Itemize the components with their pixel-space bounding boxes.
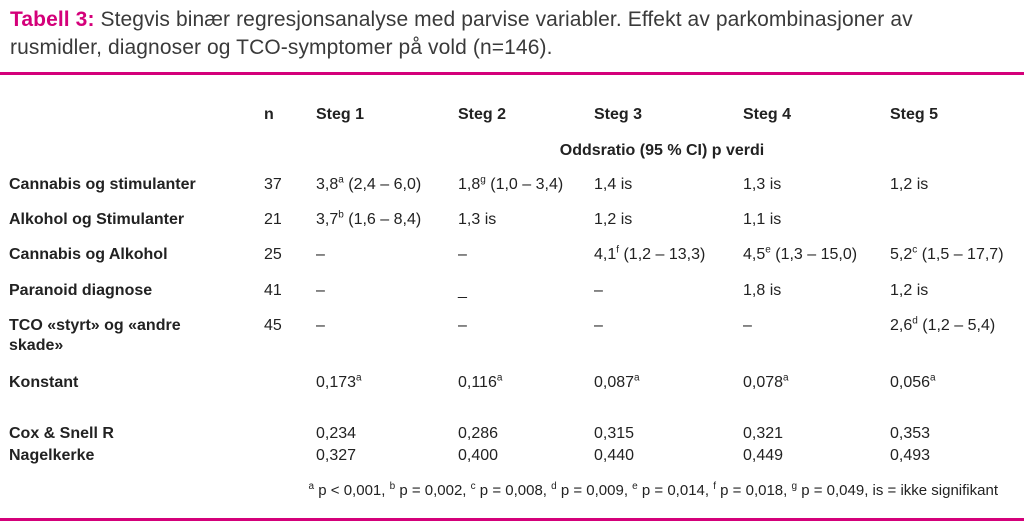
cell-confidence-interval: (1,3 – 15,0) <box>770 246 858 263</box>
cell-value: 1,2 is <box>890 176 929 193</box>
row-n: 21 <box>264 211 282 228</box>
table-cell <box>743 210 781 230</box>
cell-confidence-interval: (1,2 – 13,3) <box>619 246 706 263</box>
cell-superscript: a <box>634 372 640 384</box>
cell-value: _ <box>458 282 467 299</box>
table-cell <box>316 175 421 195</box>
table-cell <box>316 281 325 301</box>
row-label: Konstant <box>9 374 79 391</box>
footnote-marker: e <box>632 481 638 492</box>
footnote-text: p < 0,001, <box>314 482 390 499</box>
table-cell <box>890 281 928 301</box>
row-n: 37 <box>264 176 282 193</box>
footnote-marker: g <box>791 481 798 492</box>
fit-value: 0,315 <box>594 425 635 442</box>
row-label: Alkohol og Stimulanter <box>9 211 185 228</box>
cell-value: 1,3 is <box>458 211 497 228</box>
header-steg-4: Steg 4 <box>743 106 792 123</box>
table-cell <box>458 175 563 195</box>
footnote-marker: c <box>470 481 476 492</box>
table-cell <box>458 210 496 230</box>
fit-value: 0,234 <box>316 425 357 442</box>
table-cell <box>743 281 781 301</box>
caption-label: Tabell 3: <box>10 8 95 31</box>
footnote-marker: d <box>551 481 557 492</box>
cell-superscript: d <box>912 315 918 327</box>
header-n: n <box>264 106 274 123</box>
fit-value: 0,353 <box>890 425 931 442</box>
table-cell <box>594 373 640 393</box>
cell-value: 4,5 <box>743 246 766 263</box>
table-cell <box>458 316 467 336</box>
header-steg-2: Steg 2 <box>458 106 507 123</box>
cell-confidence-interval: (1,0 – 3,4) <box>485 176 564 193</box>
top-divider <box>0 72 1024 75</box>
cell-value: – <box>316 282 325 299</box>
cell-superscript: a <box>930 372 936 384</box>
cell-value: – <box>316 317 325 334</box>
footnote-marker: f <box>713 481 716 492</box>
fit-value: 0,400 <box>458 447 499 464</box>
fit-value: 0,327 <box>316 447 357 464</box>
fit-value: 0,449 <box>743 447 784 464</box>
table-cell <box>890 175 928 195</box>
row-n: 45 <box>264 317 282 334</box>
cell-value: 4,1 <box>594 246 617 263</box>
cell-value: – <box>594 282 603 299</box>
cell-value: – <box>316 246 325 263</box>
table-cell <box>458 373 502 393</box>
table-cell <box>890 316 995 336</box>
cell-superscript: c <box>912 244 918 256</box>
cell-value: 1,2 is <box>890 282 929 299</box>
fit-value: 0,493 <box>890 447 931 464</box>
fit-value: 0,321 <box>743 425 784 442</box>
cell-value: 1,4 is <box>594 176 633 193</box>
header-steg-1: Steg 1 <box>316 106 365 123</box>
cell-superscript: g <box>480 174 486 186</box>
oddsratio-subheader: Oddsratio (95 % CI) p verdi <box>559 142 765 159</box>
row-n: 41 <box>264 282 282 299</box>
table-cell <box>594 316 603 336</box>
cell-value: 1,8 <box>458 176 481 193</box>
cell-value: 1,8 is <box>743 282 782 299</box>
fit-label: Nagelkerke <box>9 447 95 464</box>
table-cell <box>743 245 857 265</box>
cell-value: – <box>594 317 603 334</box>
header-steg-3: Steg 3 <box>594 106 643 123</box>
table-cell <box>316 245 325 265</box>
row-label: Paranoid diagnose <box>9 282 153 299</box>
table-cell <box>316 373 362 393</box>
fit-value: 0,440 <box>594 447 635 464</box>
table-cell <box>594 210 632 230</box>
table-cell <box>890 245 1004 265</box>
table-cell <box>458 281 467 301</box>
cell-value: 0,173 <box>316 374 357 391</box>
cell-value: 3,7 <box>316 211 339 228</box>
cell-value: 1,1 is <box>743 211 782 228</box>
table-caption <box>10 6 1010 62</box>
table-footnote <box>309 481 998 501</box>
cell-superscript: a <box>338 174 344 186</box>
cell-value: 0,087 <box>594 374 635 391</box>
footnote-marker: b <box>389 481 396 492</box>
cell-confidence-interval: (2,4 – 6,0) <box>343 176 422 193</box>
cell-value: 1,2 is <box>594 211 633 228</box>
cell-value: – <box>458 246 467 263</box>
cell-superscript: a <box>783 372 789 384</box>
table-cell <box>458 245 467 265</box>
table-cell <box>890 373 936 393</box>
footnote-text: p = 0,014, <box>637 482 714 499</box>
cell-superscript: f <box>616 244 620 256</box>
cell-superscript: a <box>356 372 362 384</box>
cell-value: 2,6 <box>890 317 913 334</box>
footnote-text: p = 0,009, <box>556 482 633 499</box>
cell-value: 3,8 <box>316 176 339 193</box>
cell-value: 0,078 <box>743 374 784 391</box>
cell-superscript: a <box>496 372 503 384</box>
row-label: TCO «styrt» og «andre skade» <box>9 317 181 354</box>
table-cell <box>594 175 632 195</box>
row-label: Cannabis og Alkohol <box>9 246 168 263</box>
cell-superscript: e <box>765 244 771 256</box>
cell-value: 5,2 <box>890 246 913 263</box>
fit-value: 0,286 <box>458 425 499 442</box>
table-cell <box>316 210 421 230</box>
row-n: 25 <box>264 246 282 263</box>
cell-value: – <box>458 317 467 334</box>
cell-superscript: b <box>338 209 344 221</box>
cell-value: 1,3 is <box>743 176 782 193</box>
footnote-text: p = 0,008, <box>475 482 552 499</box>
cell-confidence-interval: (1,6 – 8,4) <box>343 211 422 228</box>
table-cell <box>316 316 325 336</box>
footnote-text: p = 0,002, <box>395 482 471 499</box>
row-label: Cannabis og stimulanter <box>9 176 196 193</box>
table-cell <box>743 373 789 393</box>
table-cell <box>594 281 603 301</box>
cell-confidence-interval: (1,2 – 5,4) <box>917 317 996 334</box>
table-cell <box>594 245 705 265</box>
cell-confidence-interval: (1,5 – 17,7) <box>917 246 1004 263</box>
header-steg-5: Steg 5 <box>890 106 939 123</box>
footnote-marker: a <box>308 481 315 492</box>
table-cell <box>743 316 752 336</box>
footnote-text: p = 0,018, <box>716 482 792 499</box>
table-cell <box>743 175 781 195</box>
cell-value: 0,056 <box>890 374 931 391</box>
caption-text: Stegvis binær regresjonsanalyse med parvise variabler. Effekt av parkombinasjoner av rusmidler, diagnoser og TCO-symptomer på vold (n=146). <box>10 8 913 59</box>
fit-label: Cox & Snell R <box>9 425 114 442</box>
bottom-divider <box>0 518 1024 521</box>
cell-value: 0,116 <box>458 374 497 391</box>
footnote-text: p = 0,049, is = ikke signifikant <box>797 482 998 499</box>
cell-value: – <box>743 317 752 334</box>
